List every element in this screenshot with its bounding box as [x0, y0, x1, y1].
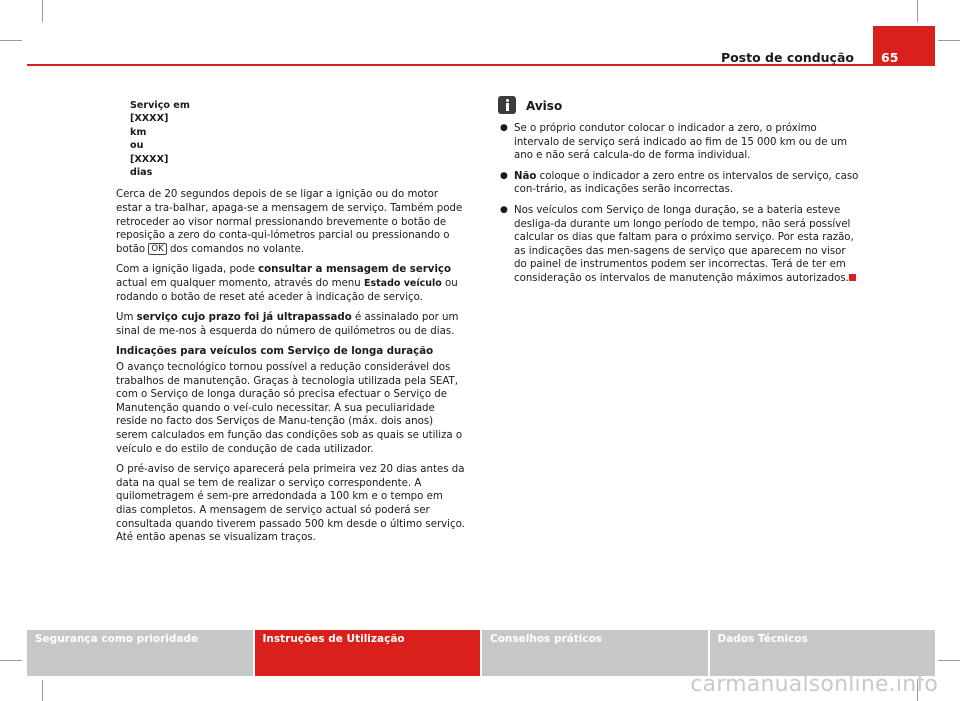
- emphasis: serviço cujo prazo foi já ultrapassado: [136, 312, 352, 324]
- footer-tab-technical-data[interactable]: Dados Técnicos: [710, 630, 936, 676]
- notice-header: [498, 96, 860, 114]
- paragraph-text: Com a ignição ligada, pode: [116, 264, 255, 276]
- display-line: ou: [130, 140, 144, 152]
- left-column: [116, 99, 466, 552]
- crop-mark: [938, 40, 960, 41]
- notice-box: [498, 96, 860, 293]
- crop-mark: [0, 40, 22, 41]
- crop-mark: [917, 0, 918, 22]
- chapter-title: Posto de condução: [720, 50, 854, 65]
- paragraph-text: actual em qualquer momento, através do menu: [116, 278, 361, 289]
- section-end-marker: [849, 274, 856, 281]
- paragraph: [116, 188, 466, 256]
- display-line: dias: [130, 167, 153, 179]
- crop-mark: [0, 660, 22, 661]
- paragraph: O pré-aviso de serviço aparecerá pela primeira vez 20 dias antes da data na qual se tem de realizar o serviço correspondente. A quilometragem é sem-pre arredondada a 100 km e o tempo em dias completos. A mensagem de serviço actual só poderá ser consultada quando tiverem passado 500 km desde o último serviço. Até então apenas se visualizam traços.: [116, 464, 465, 544]
- emphasis: Não: [514, 170, 537, 182]
- notice-item-text: Nos veículos com Serviço de longa duração, se a bateria esteve desliga-da durante um longo período de tempo, não será possível calcular os dias que faltam para o próximo serviço. Por esta razão, as indicações das men-sagens de serviço que aparecem no visor do painel de instrumentos podem ser incorrectas. Terá de ter em consideração os intervalos de manutenção máximos autorizados.: [514, 204, 854, 284]
- notice-item-text: coloque o indicador a zero entre os intervalos de serviço, caso con-trário, as indicações serão incorrectas.: [514, 170, 859, 196]
- paragraph-text: é assinalado por um sinal de me-nos à esquerda do número de quilómetros ou de dias.: [116, 312, 459, 337]
- footer-tab-tips[interactable]: Conselhos práticos: [482, 630, 708, 676]
- bullet-icon: ●: [500, 204, 508, 215]
- footer-nav: [27, 630, 935, 676]
- ok-key-symbol: OK: [148, 243, 166, 255]
- paragraph: [116, 263, 466, 304]
- crop-mark: [938, 660, 960, 661]
- paragraph: [116, 311, 466, 338]
- paragraph: O avanço tecnológico tornou possível a redução considerável dos trabalhos de manutenção. Graças à tecnologia utilizada pela SEAT, com o Serviço de longa duração só precisa efectuar o Serviço de Manutenção quando o veí-culo necessitar. A sua peculiaridade reside no facto dos Serviços de Manu-tenção (máx. dois anos) serem calculados em função das condições sob as quais se utiliza o veículo e do estilo de condução de cada utilizador.: [116, 361, 463, 455]
- service-display-text: [130, 99, 466, 179]
- paragraph-text: dos comandos no volante.: [169, 243, 305, 255]
- emphasis: consultar a mensagem de serviço: [258, 264, 451, 276]
- crop-mark: [42, 0, 43, 22]
- page-number: 65: [881, 50, 899, 65]
- paragraph-text: Um: [116, 312, 134, 324]
- paragraph-text: ou rodando o botão de reset até aceder à indicação de serviço.: [116, 278, 458, 303]
- menu-name: Estado veículo: [363, 278, 442, 289]
- display-line: [XXXX]: [130, 153, 169, 165]
- footer-tab-instructions[interactable]: Instruções de Utilização: [255, 630, 481, 676]
- section-heading: Indicações para veículos com Serviço de longa duração: [116, 346, 434, 358]
- crop-mark: [42, 680, 43, 701]
- notice-item: [498, 122, 860, 163]
- footer-tab-safety[interactable]: Segurança como prioridade: [27, 630, 253, 676]
- notice-item: [498, 170, 860, 197]
- display-line: [XXXX]: [130, 113, 169, 125]
- watermark: carmanualsonline.info: [690, 672, 938, 697]
- notice-title: Aviso: [526, 99, 563, 114]
- info-icon: [498, 96, 516, 114]
- notice-item-text: Se o próprio condutor colocar o indicador a zero, o próximo intervalo de serviço será indicado ao fim de 15 000 km ou de um ano e não será calcula-do de forma individual.: [514, 123, 848, 162]
- display-line: km: [130, 126, 147, 138]
- bullet-icon: ●: [500, 170, 508, 181]
- paragraph-text: Cerca de 20 segundos depois de se ligar a ignição ou do motor estar a tra-balhar, apaga-se a mensagem de serviço. Também pode retroceder ao visor normal pressionando brevemente o botão de reposição a zero do conta-qui-lómetros parcial ou pressionando o botão: [116, 189, 463, 255]
- notice-item: [498, 204, 860, 286]
- bullet-icon: ●: [500, 123, 508, 133]
- display-line: Serviço em: [130, 100, 190, 111]
